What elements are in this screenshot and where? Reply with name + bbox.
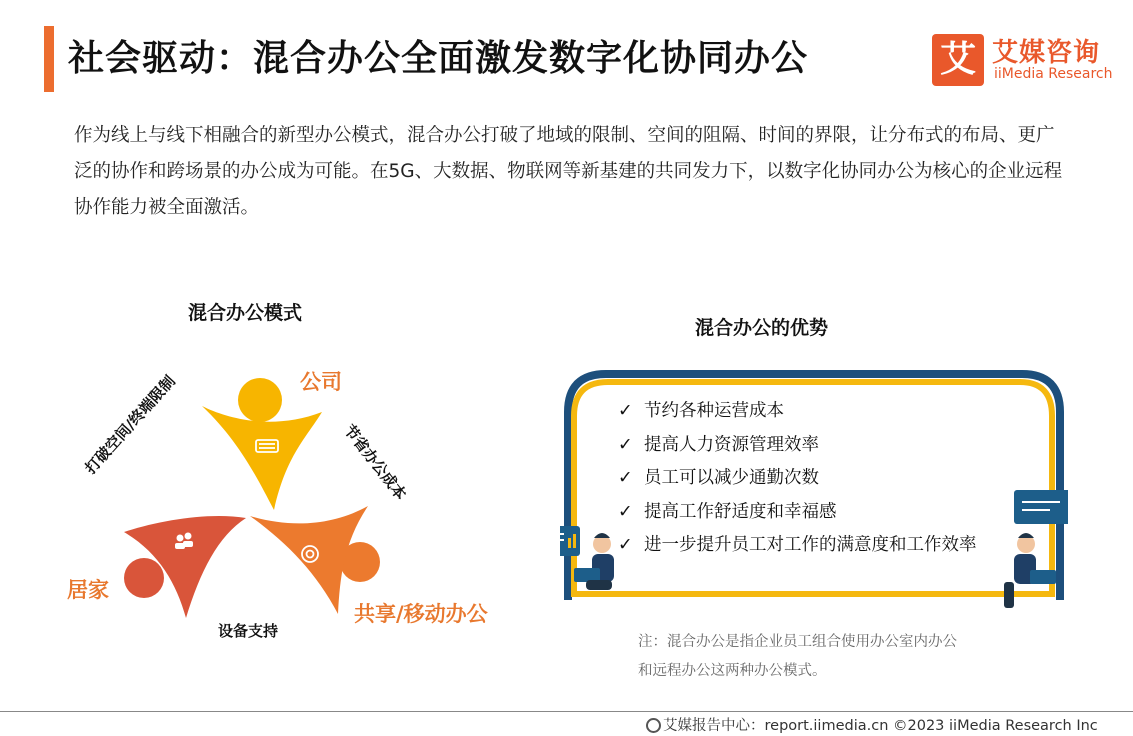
edge-left-label: 打破空间/终端限制 <box>81 372 179 478</box>
title-accent-bar <box>44 26 54 92</box>
home-figure <box>124 516 246 618</box>
advantages-title: 混合办公的优势 <box>695 317 829 339</box>
footer-text: 艾媒报告中心：report.iimedia.cn ©2023 iiMedia Research Inc <box>663 718 1098 734</box>
edge-bottom-label: 设备支持 <box>218 622 279 640</box>
edge-right-label: 节省办公成本 <box>340 421 410 504</box>
node-company: 公司 <box>300 370 342 394</box>
modes-title: 混合办公模式 <box>188 302 303 324</box>
list-item: ✓ 员工可以减少通勤次数 <box>618 462 977 496</box>
company-figure <box>202 378 322 510</box>
logo-mark: 艾 <box>932 34 984 86</box>
page-title: 社会驱动：混合办公全面激发数字化协同办公 <box>68 38 809 79</box>
logo-name-cn: 艾媒咨询 <box>992 38 1101 68</box>
list-item: ✓ 提高工作舒适度和幸福感 <box>618 496 977 530</box>
list-item: ✓ 节约各种运营成本 <box>618 395 977 429</box>
node-shared: 共享/移动办公 <box>354 602 488 626</box>
check-icon: ✓ <box>618 468 633 488</box>
check-icon: ✓ <box>618 501 633 522</box>
footer <box>646 714 1098 735</box>
list-item: ✓ 提高人力资源管理效率 <box>618 429 977 463</box>
list-item: ✓ 进一步提升员工对工作的满意度和工作效率 <box>618 529 977 563</box>
brand-logo <box>932 32 1122 88</box>
footnote: 注：混合办公是指企业员工组合使用办公室内办公和远程办公这两种办公模式。 <box>638 634 957 679</box>
globe-icon <box>646 718 661 733</box>
chart-bubble-icon <box>1014 490 1068 524</box>
check-icon: ✓ <box>618 401 633 421</box>
chat-bubble-icon <box>560 526 580 556</box>
node-home: 居家 <box>67 578 109 602</box>
logo-name-en: iiMedia Research <box>994 66 1113 82</box>
check-icon: ✓ <box>618 434 633 455</box>
footer-divider <box>0 711 1133 712</box>
intro-paragraph: 作为线上与线下相融合的新型办公模式，混合办公打破了地域的限制、空间的阻隔、时间的界限，让分布式的布局、更广泛的协作和跨场景的办公成为可能。在5G、大数据、物联网等新基建的共同发力下，以数字化协同办公为核心的企业远程协作能力被全面激活。 <box>74 125 1063 218</box>
check-icon: ✓ <box>618 535 633 555</box>
advantages-list <box>618 395 977 563</box>
